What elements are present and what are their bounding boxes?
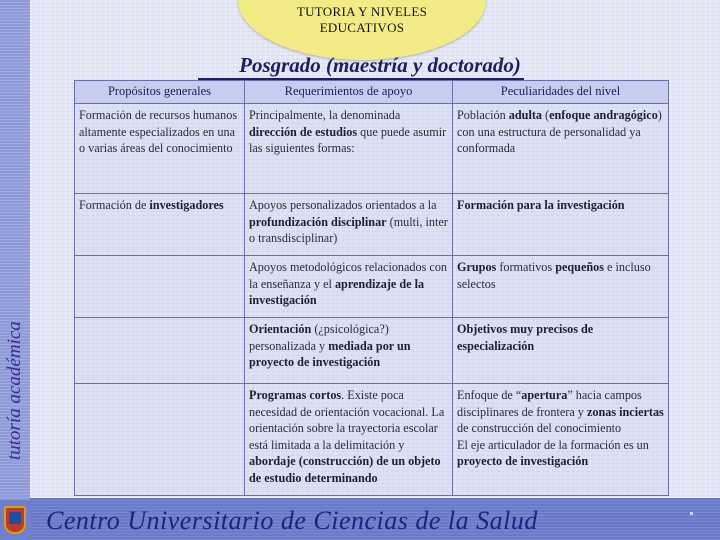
- cell-text: (: [542, 108, 550, 122]
- cell-propositos: [75, 318, 245, 384]
- cell-text: Grupos: [457, 260, 497, 274]
- cell-peculiaridades: [453, 318, 669, 384]
- cell-text: Formación de: [79, 198, 150, 212]
- table-row: [75, 194, 669, 256]
- cell-text: que puede asumir las siguientes formas:: [249, 124, 447, 155]
- cell-text: (multi, inter o transdisciplinar): [249, 214, 448, 245]
- cell-text: (¿psicológica?) personalizada y: [249, 322, 389, 353]
- table-row: [75, 384, 669, 496]
- cell-requerimientos: [245, 194, 453, 256]
- cell-text: Objetivos muy precisos de especialización: [457, 322, 594, 353]
- cell-text: enfoque andragógico: [549, 108, 658, 122]
- header-peculiaridades: Peculiaridades del nivel: [453, 81, 669, 104]
- crest-emblem-icon: [9, 512, 21, 524]
- cell-text: Programas cortos: [249, 388, 342, 402]
- cell-text: Apoyos personalizados orientados a la: [249, 198, 437, 212]
- cell-text: ” hacia campos disciplinares de frontera y: [457, 388, 642, 419]
- cell-text: apertura: [521, 388, 568, 402]
- cell-text: Población: [457, 108, 509, 122]
- table-header-row: [75, 81, 669, 104]
- cell-requerimientos: [245, 384, 453, 496]
- cell-peculiaridades: [453, 104, 669, 194]
- banner-title-line1: TUTORIA Y NIVELES: [296, 4, 428, 19]
- cell-text: Principalmente, la denominada: [249, 108, 401, 122]
- cell-propositos: [75, 256, 245, 318]
- header-propositos: Propósitos generales: [75, 81, 245, 104]
- cell-text: investigadores: [149, 198, 224, 212]
- cell-peculiaridades: [453, 384, 669, 496]
- footer-text: Centro Universitario de Ciencias de la Salud: [46, 506, 538, 535]
- banner-title: [238, 4, 486, 36]
- header-requerimientos: Requerimientos de apoyo: [245, 81, 453, 104]
- cell-text: profundización disciplinar: [249, 214, 387, 229]
- cell-propositos: [75, 194, 245, 256]
- cell-text: ) con una estructura de personalidad ya conformada: [457, 108, 662, 155]
- cell-propositos: [75, 104, 245, 194]
- cell-text: aprendizaje de la investigación: [249, 276, 425, 307]
- cell-requerimientos: [245, 318, 453, 384]
- cell-peculiaridades: [453, 256, 669, 318]
- cell-text: de construcción del conocimiento: [457, 421, 622, 435]
- table-row: [75, 318, 669, 384]
- page-heading: Posgrado (maestría y doctorado): [239, 53, 521, 77]
- cell-text: mediada por un proyecto de investigación: [249, 338, 411, 369]
- table-row: [75, 104, 669, 194]
- cell-text: pequeños: [555, 260, 604, 274]
- cell-text: Apoyos metodológicos relacionados con la enseñanza y el: [249, 260, 448, 291]
- cell-propositos: [75, 384, 245, 496]
- banner-title-line2: EDUCATIVOS: [319, 20, 405, 35]
- corner-dot: [690, 512, 693, 515]
- cell-text: proyecto de investigación: [457, 454, 589, 468]
- cell-requerimientos: [245, 256, 453, 318]
- cell-requerimientos: [245, 104, 453, 194]
- cell-text: Formación para la investigación: [457, 198, 625, 212]
- cell-text: . Existe poca necesidad de orientación vocacional. La orientación sobre la trayectoria escolar está limitada a la delimitación y: [249, 388, 445, 452]
- cell-peculiaridades: [453, 194, 669, 256]
- cell-text: Formación de recursos humanos altamente especializados en una o varias áreas del conocimiento: [79, 108, 238, 155]
- cell-text: dirección de estudios: [249, 124, 358, 139]
- levels-table: [74, 80, 669, 496]
- table-row: [75, 256, 669, 318]
- cell-text: formativos: [496, 260, 556, 274]
- cell-text: El eje articulador de la formación es un: [457, 437, 649, 452]
- cell-text: e incluso selectos: [457, 260, 651, 291]
- cell-text: Orientación: [249, 322, 312, 336]
- cell-text: zonas inciertas: [586, 404, 664, 419]
- cell-text: abordaje (construcción) de un objeto de estudio determinando: [249, 454, 441, 485]
- cell-text: adulta: [508, 108, 542, 122]
- cell-text: Enfoque de “: [457, 388, 522, 402]
